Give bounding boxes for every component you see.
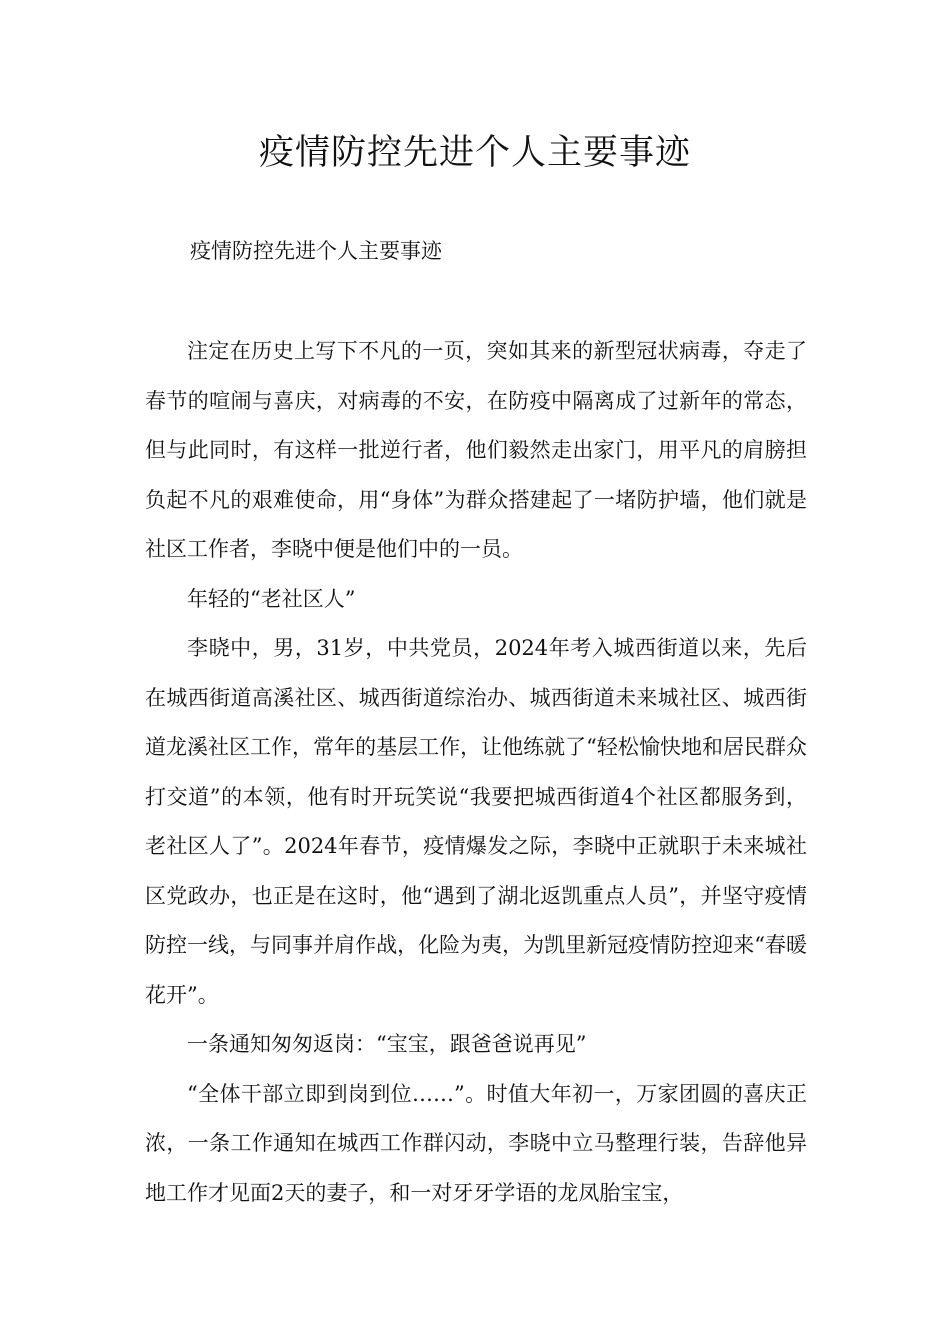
paragraph-profile: 李晓中，男，31岁，中共党员，2024年考入城西街道以来，先后在城西街道高溪社区、城西街道综治办、城西街道未来城社区、城西街道龙溪社区工作，常年的基层工作，让他练就了“轻松愉快地和居民群众打交道”的本领，他有时开玩笑说“我要把城西街道4个社区都服务到，老社区人了”。2024年春节，疫情爆发之际，李晓中正就职于未来城社区党政办，也正是在这时，他“遇到了湖北返凯重点人员”，并坚守疫情防控一线，与同事并肩作战，化险为夷，为凯里新冠疫情防控迎来“春暖花开”。 — [145, 636, 807, 1007]
document-subtitle: 疫情防控先进个人主要事迹 — [190, 239, 442, 263]
paragraph-intro: 注定在历史上写下不凡的一页，突如其来的新型冠状病毒，夺走了春节的喧闹与喜庆，对病毒的不安，在防疫中隔离成了过新年的常态，但与此同时，有这样一批逆行者，他们毅然走出家门，用平凡的肩膀担负起不凡的艰难使命，用“身体”为群众搭建起了一堵防护墙，他们就是社区工作者，李晓中便是他们中的一员。 — [145, 339, 807, 561]
paragraph-notice: “全体干部立即到岗到位……”。时值大年初一，万家团圆的喜庆正浓，一条工作通知在城西工作群闪动，李晓中立马整理行装，告辞他异地工作才见面2天的妻子，和一对牙牙学语的龙凤胎宝宝， — [145, 1081, 807, 1205]
document-title: 疫情防控先进个人主要事迹 — [258, 133, 691, 173]
section-heading-return-to-post: 一条通知匆匆返岗：“宝宝，跟爸爸说再见” — [187, 1032, 587, 1056]
section-heading-young-veteran: 年轻的“老社区人” — [187, 586, 356, 611]
document-body — [145, 327, 807, 1218]
